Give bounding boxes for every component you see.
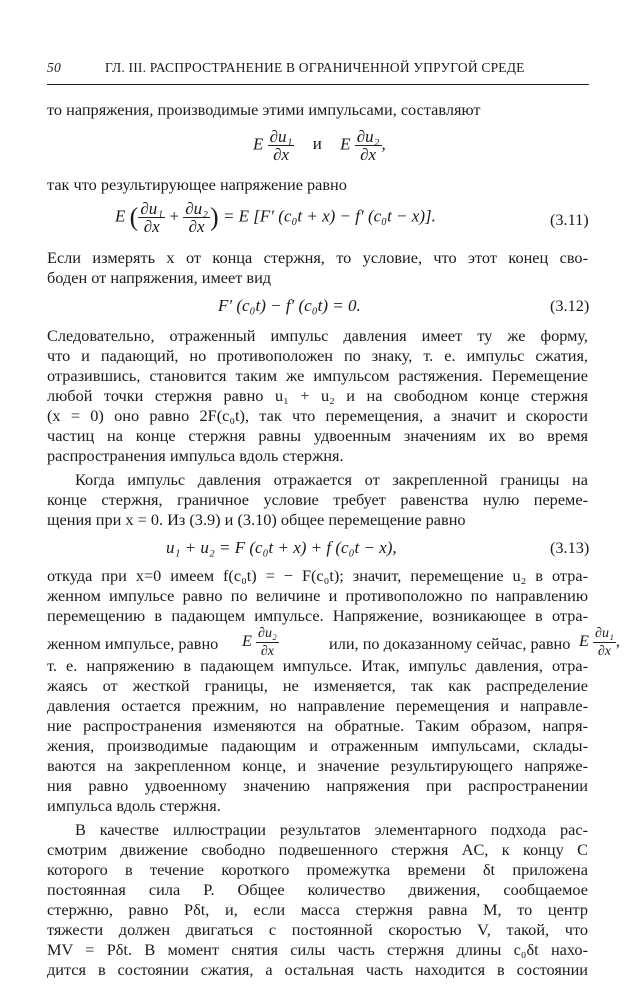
text-line: MV = Pδt. В момент снятия силы часть стержня длины c₀δt нахо- — [47, 940, 588, 959]
equation-3-11 — [115, 200, 436, 235]
symbol-E: E — [253, 134, 264, 154]
numerator: ∂u₁ — [140, 199, 164, 218]
numerator: ∂u₁ — [269, 127, 293, 146]
equation-number: (3.13) — [550, 538, 590, 557]
text-line: постоянная сила P. Общее количество движения, сообщаемое — [47, 880, 588, 899]
comma: , — [381, 134, 386, 154]
text-segment: женном импульсе, равно — [47, 634, 219, 653]
text-line-with-fractions — [47, 608, 620, 659]
text-line: частиц на конце стержня равны удвоенным значениям их во время — [47, 426, 588, 445]
fraction-du1-dx — [268, 128, 295, 163]
text-line: которого в течение короткого промежутка времени δt приложена — [47, 860, 588, 879]
text-line: то напряжения, производимые этими импульсами, составляют — [47, 100, 481, 119]
text-line: стержню, равно Pδt, и, если масса стержня равна M, то центр — [47, 900, 588, 919]
text-line: Если измерять x от конца стержня, то условие, что этот конец сво- — [47, 248, 588, 267]
fraction-du1-dx — [593, 625, 616, 660]
text-line: боден от напряжения, имеет вид — [47, 268, 272, 287]
equation-3-13: u₁ + u₂ = F (c₀t + x) + f (c₀t − x), — [166, 538, 397, 557]
text-line: что и падающий, но противоположен по знаку, т. е. импульс сжатия, — [47, 346, 588, 365]
text-line: ваются на закрепленном конце, и значение результирующего напряже- — [47, 756, 588, 775]
text-line: любой точки стержня равно u₁ + u₂ и на свободном конце стержня — [47, 386, 588, 405]
denominator: ∂x — [597, 644, 611, 659]
denominator: ∂x — [260, 644, 274, 659]
text-line: отразившись, становится таким же импульсом растяжения. Перемещение — [47, 366, 588, 385]
numerator: ∂u₂ — [356, 127, 380, 146]
running-header — [47, 60, 587, 82]
equation-rhs: = E [F′ (c₀t + x) − f′ (c₀t − x)]. — [222, 206, 436, 226]
text-line: жения, производимые падающим и отраженным импульсами, склады- — [47, 736, 588, 755]
chapter-title: ГЛ. III. РАСПРОСТРАНЕНИЕ В ОГРАНИЧЕННОЙ УПРУГОЙ СРЕДЕ — [105, 60, 525, 75]
text-line: так что результирующее напряжение равно — [47, 175, 347, 194]
text-line: ния равно удвоенному значению напряжения при распространении — [47, 776, 588, 795]
inline-formula-du1 — [579, 625, 620, 660]
symbol-E: E — [579, 631, 589, 651]
text-line: (x = 0) оно равно 2F(c₀t), так что перемещения, а значит и скорости — [47, 406, 588, 425]
fraction-du2-dx — [183, 200, 210, 235]
text-line: перемещению в падающем импульсе. Напряжение, возникающее в отра- — [47, 606, 588, 625]
numerator: ∂u₂ — [185, 199, 209, 218]
symbol-E: E — [340, 134, 351, 154]
numerator: ∂u₁ — [595, 626, 614, 641]
paren-close: ) — [210, 202, 219, 232]
denominator: ∂x — [360, 145, 377, 164]
text-line: Когда импульс давления отражается от закрепленной границы на — [75, 470, 588, 489]
symbol-E: E — [115, 206, 126, 226]
denominator: ∂x — [273, 145, 290, 164]
fraction-du2-dx — [355, 128, 382, 163]
equation-3-12: F′ (c₀t) − f′ (c₀t) = 0. — [218, 296, 361, 315]
text-line: т. е. напряжению в падающем импульсе. Итак, импульс давления, отра- — [47, 656, 588, 675]
text-line: смотрим движение свободно подвешенного стержня AC, к концу C — [47, 840, 588, 859]
denominator: ∂x — [143, 217, 160, 236]
numerator: ∂u₂ — [258, 626, 277, 641]
text-line: Следовательно, отраженный импульс давления имеет ту же форму, — [47, 326, 588, 345]
text-line: импульса вдоль стержня. — [47, 796, 221, 815]
comma: , — [615, 631, 620, 651]
fraction-du2-dx — [256, 625, 279, 660]
symbol-E: E — [242, 631, 252, 651]
denominator: ∂x — [188, 217, 205, 236]
fraction-du1-dx — [138, 200, 165, 235]
plus: + — [165, 206, 184, 226]
text-line: женном импульсе равно по величине и противоположно по направлению — [47, 586, 588, 605]
page-number: 50 — [47, 60, 61, 75]
text-line: давления остается прежним, но направление перемещения и направле- — [47, 696, 588, 715]
text-segment: или, по доказанному сейчас, равно — [329, 634, 571, 653]
conjunction: и — [312, 134, 322, 154]
text-line: дится в состоянии сжатия, а остальная часть находится в состоянии — [47, 960, 588, 979]
text-line: распространения импульса вдоль стержня. — [47, 446, 344, 465]
equation-stresses — [253, 128, 386, 163]
text-line: откуда при x=0 имеем f(c₀t) = − F(c₀t); значит, перемещение u₂ в отра- — [47, 566, 588, 585]
inline-formula-du2 — [242, 625, 279, 660]
text-line: конце стержня, граничное условие требует равенства нулю переме- — [47, 490, 588, 509]
equation-number: (3.11) — [550, 210, 589, 229]
text-line: ние распространения изменяются на обратные. Таким образом, напря- — [47, 716, 588, 735]
text-line: жаясь от жесткой границы, не изменяется, так как распределение — [47, 676, 588, 695]
text-line: щения при x = 0. Из (3.9) и (3.10) общее перемещение равно — [47, 510, 466, 529]
text-line: тяжести должен двигаться с постоянной скоростью V, такой, что — [47, 920, 588, 939]
equation-number: (3.12) — [550, 296, 590, 315]
text-line: В качестве иллюстрации результатов элементарного подхода рас- — [75, 820, 588, 839]
header-rule — [47, 84, 589, 85]
paren-open: ( — [129, 202, 139, 232]
